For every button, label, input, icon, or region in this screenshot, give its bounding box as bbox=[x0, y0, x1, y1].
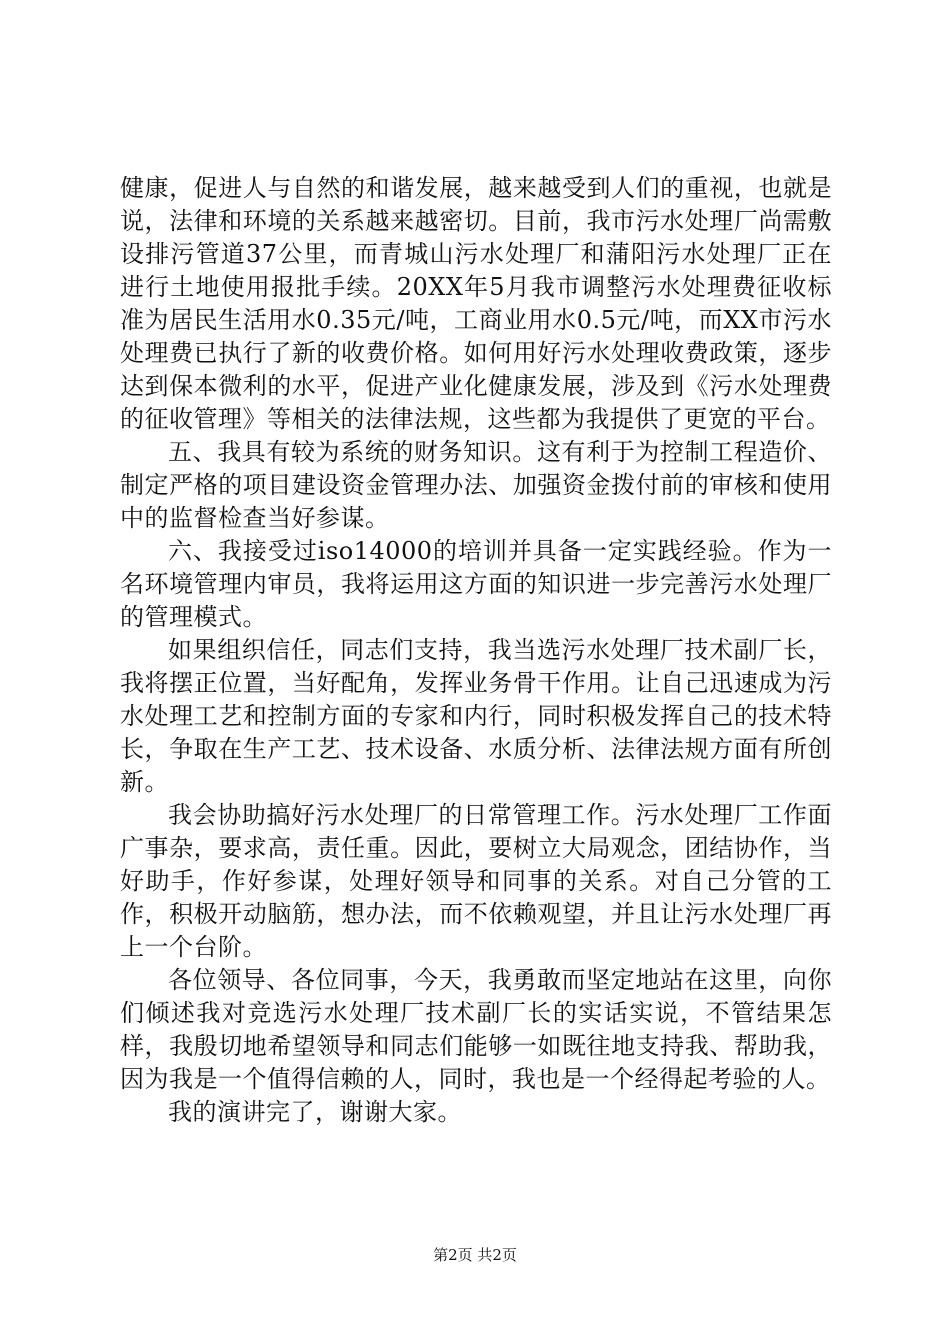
paragraph-iso14000: 六、我接受过iso14000的培训并具备一定实践经验。作为一名环境管理内审员，我将运用这方面的知识进一步完善污水处理厂的管理模式。 bbox=[120, 537, 832, 631]
paragraph-thanks: 我的演讲完了，谢谢大家。 bbox=[168, 1098, 462, 1126]
paragraph-finance: 五、我具有较为系统的财务知识。这有利于为控制工程造价、制定严格的项目建设资金管理办法、加强资金拨付前的审核和使用中的监督检查当好参谋。 bbox=[120, 438, 832, 532]
paragraph-if-elected: 如果组织信任，同志们支持，我当选污水处理厂技术副厂长，我将摆正位置，当好配角，发挥业务骨干作用。让自己迅速成为污水处理工艺和控制方面的专家和内行，同时积极发挥自己的技术特长，争取在生产工艺、技术设备、水质分析、法律法规方面有所创新。 bbox=[120, 636, 832, 796]
page-number-footer: 第2页 共2页 bbox=[433, 1246, 517, 1264]
paragraph-closing-appeal: 各位领导、各位同事，今天，我勇敢而坚定地站在这里，向你们倾述我对竞选污水处理厂技术副厂长的实话实说，不管结果怎样，我殷切地希望领导和同志们能够一如既往地支持我、帮助我，因为我是一个值得信赖的人，同时，我也是一个经得起考验的人。 bbox=[120, 966, 832, 1093]
document-body bbox=[120, 172, 832, 1129]
paragraph-continuation: 健康，促进人与自然的和谐发展，越来越受到人们的重视，也就是说，法律和环境的关系越来越密切。目前，我市污水处理厂尚需敷设排污管道37公里，而青城山污水处理厂和蒲阳污水处理厂正在进行土地使用报批手续。20XX年5月我市调整污水处理费征收标准为居民生活用水0.35元/吨，工商业用水0.5元/吨，而XX市污水处理费已执行了新的收费价格。如何用好污水处理收费政策，逐步达到保本微利的水平，促进产业化健康发展，涉及到《污水处理费的征收管理》等相关的法律法规，这些都为我提供了更宽的平台。 bbox=[120, 174, 832, 433]
paragraph-daily-management: 我会协助搞好污水处理厂的日常管理工作。污水处理厂工作面广事杂，要求高，责任重。因此，要树立大局观念，团结协作，当好助手，作好参谋，处理好领导和同事的关系。对自己分管的工作，积极开动脑筋，想办法，而不依赖观望，并且让污水处理厂再上一个台阶。 bbox=[120, 801, 832, 961]
